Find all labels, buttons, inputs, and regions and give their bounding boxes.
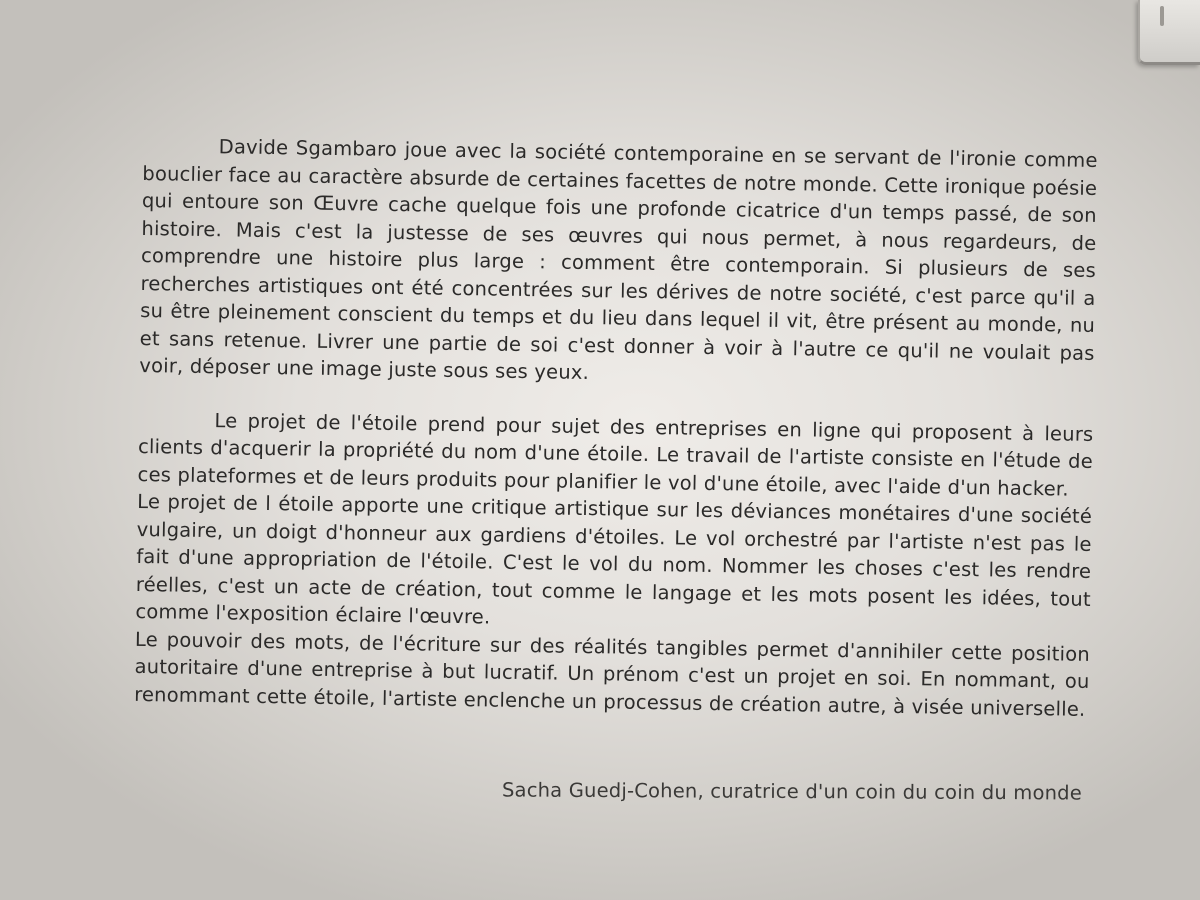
wall-text [134,132,1098,723]
wall-fixture [1138,0,1200,65]
paragraph-project: Le projet de l'étoile prend pour sujet des entreprises en ligne qui proposent à leurs clients d'acquerir la propriété du nom d'une étoile. Le travail de l'artiste consiste en l'étude de ces plateformes et de leurs produits pour planifier le vol d'une étoile, avec l'aide d'un hacker. [137,408,1094,501]
paragraph-critique: Le projet de l étoile apporte une critique artistique sur les déviances monétaires d'une société vulgaire, un doigt d'honneur aux gardiens d'étoiles. Le vol orchestré par l'artiste n'est pas le fait d'une appropriation de l'étoile. C'est le vol du nom. Nommer les choses c'est les rendre réelles, c'est un acte de création, tout comme le langage et les mots posent les idées, tout comme l'exposition éclaire l'œuvre. [135,489,1093,629]
paragraph-power-of-words: Le pouvoir des mots, de l'écriture sur des réalités tangibles permet d'annihiler cette position autoritaire d'une entreprise à but lucratif. Un prénom c'est un projet en soi. En nommant, ou renommant cette étoile, l'artiste enclenche un processus de création autre, à visée universelle. [133,627,1091,721]
curator-signature: Sacha Guedj-Cohen, curatrice d'un coin du coin du monde [501,778,1083,805]
fixture-screw [1160,6,1164,26]
paragraph-intro: Davide Sgambaro joue avec la société contemporaine en se servant de l'ironie comme bouclier face au caractère absurde de certaines facettes de notre monde. Cette ironique poésie qui entoure son Œuvre cache quelque fois une profonde cicatrice d'un temps passé, de son histoire. Mais c'est la justesse de ses œuvres qui nous permet, à nous regardeurs, de comprendre une histoire plus large : comment être contemporain. Si plusieurs de ses recherches artistiques ont été concentrées sur les dérives de notre société, c'est parce qu'il a su être pleinement conscient du temps et du lieu dans lequel il vit, être présent au monde, nu et sans retenue. Livrer une partie de soi c'est donner à voir à l'autre ce qu'il ne voulait pas voir, déposer une image juste sous ses yeux. [139,135,1098,385]
